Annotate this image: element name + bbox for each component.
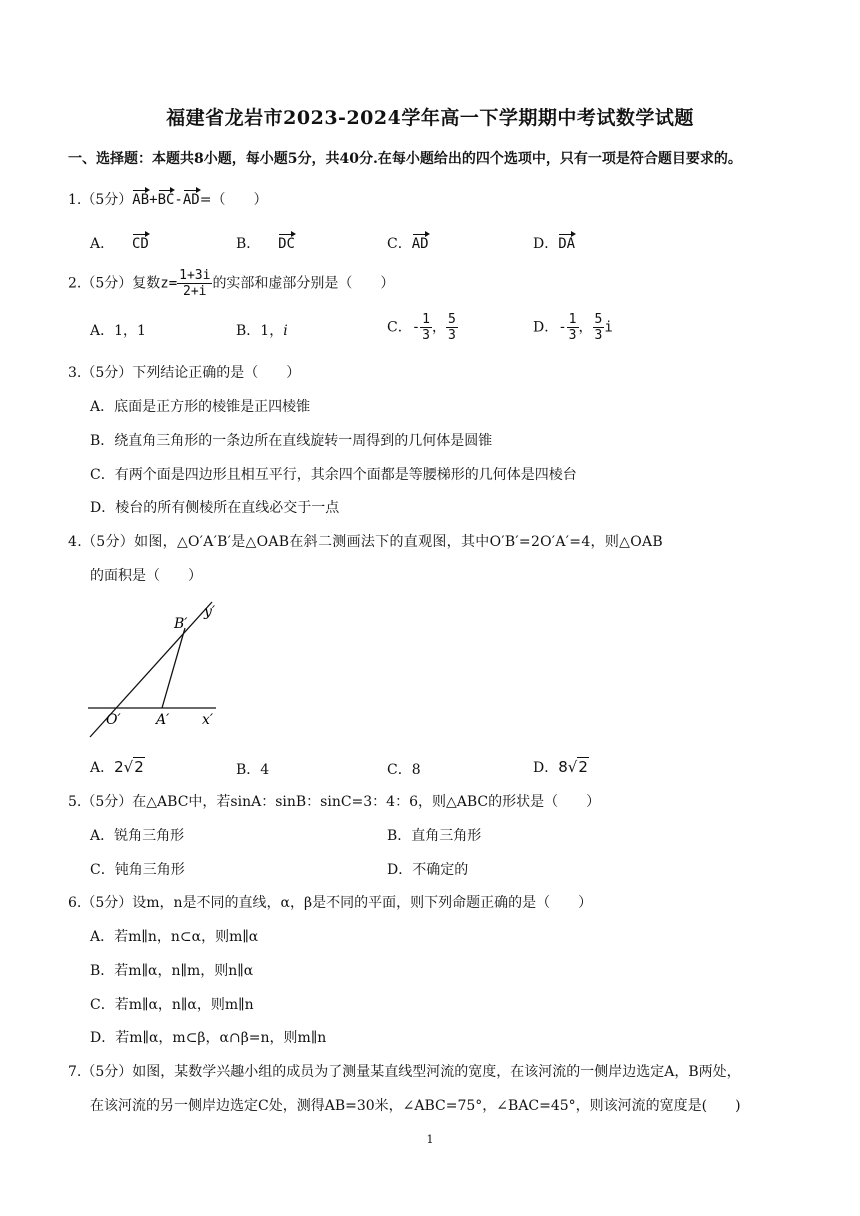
- page-title: 福建省龙岩市2023-2024学年高一下学期期中考试数学试题: [166, 107, 694, 129]
- q4-option-c[interactable]: C．8: [387, 762, 421, 778]
- q2-option-b[interactable]: B．1，i: [236, 323, 288, 339]
- vector-ad-option: AD: [412, 232, 429, 252]
- q1-prefix: 1.（5分）: [68, 192, 133, 208]
- question-7-stem-line1: 7.（5分）如图，某数学兴趣小组的成员为了测量某直线型河流的宽度，在该河流的一侧岸边选定A，B两处，: [68, 1064, 741, 1080]
- page-number: 1: [426, 1133, 434, 1146]
- q2-option-a[interactable]: A．1，1: [90, 323, 146, 339]
- q5-option-c[interactable]: C．钝角三角形: [90, 862, 185, 878]
- vector-bc: BC: [158, 188, 175, 208]
- q4-option-b[interactable]: B．4: [236, 762, 270, 778]
- q1-option-a[interactable]: A． CD: [90, 232, 149, 253]
- q1-option-d[interactable]: D．DA: [533, 232, 575, 253]
- q2-z: z=: [160, 275, 178, 292]
- q2-prefix: 2.（5分）复数: [68, 275, 161, 292]
- q5-option-a[interactable]: A．锐角三角形: [90, 828, 185, 844]
- question-2-stem: [68, 268, 394, 299]
- q1-option-b[interactable]: B． DC: [236, 232, 295, 253]
- q3-option-d[interactable]: D．棱台的所有侧棱所在直线必交于一点: [90, 500, 340, 516]
- q4-option-a[interactable]: A．2√2: [90, 758, 144, 776]
- oblique-projection-figure: [84, 594, 234, 744]
- section-heading: 一、选择题：本题共8小题，每小题5分，共40分.在每小题给出的四个选项中，只有一项是符合题目要求的。: [68, 151, 742, 167]
- q5-option-b[interactable]: B．直角三角形: [387, 828, 482, 844]
- q6-option-c[interactable]: C．若m∥α，n∥α，则m∥n: [90, 997, 254, 1013]
- question-4-stem-line1: 4.（5分）如图，△O′A′B′是△OAB在斜二测画法下的直观图，其中O′B′=2O′A′=4，则△OAB: [68, 534, 663, 550]
- q5-option-d[interactable]: D．不确定的: [387, 862, 469, 878]
- label-o: O′: [106, 712, 121, 728]
- q6-option-b[interactable]: B．若m∥α，n∥m，则n∥α: [90, 963, 254, 979]
- question-3-stem: 3.（5分）下列结论正确的是（ ）: [68, 365, 301, 381]
- vector-cd: CD: [132, 232, 149, 252]
- question-4-stem-line2: 的面积是（ ）: [90, 568, 202, 584]
- q1-op1: +: [149, 192, 158, 208]
- q1-op2: -: [174, 192, 183, 208]
- vector-da: DA: [558, 232, 575, 252]
- q1-option-c[interactable]: C．AD: [387, 232, 429, 253]
- q2-suffix: 的实部和虚部分别是（ ）: [212, 275, 395, 292]
- q3-option-c[interactable]: C．有两个面是四边形且相互平行，其余四个面都是等腰梯形的几何体是四棱台: [90, 467, 577, 483]
- vector-dc: DC: [278, 232, 295, 252]
- q2-option-c[interactable]: C．- $\frac{1}{3}$ ， $\frac{5}{3}$: [387, 312, 456, 343]
- q3-option-a[interactable]: A．底面是正方形的棱锥是正四棱锥: [90, 399, 311, 415]
- q2-option-d[interactable]: D．- $\frac{1}{3}$ ， $\frac{5}{3}$ i: [533, 312, 613, 343]
- vector-ad: AD: [183, 188, 200, 208]
- label-y: y′: [204, 604, 216, 620]
- q1-suffix: =（ ）: [199, 192, 268, 208]
- label-x: x′: [202, 712, 214, 728]
- question-6-stem: 6.（5分）设m，n是不同的直线，α，β是不同的平面，则下列命题正确的是（ ）: [68, 895, 593, 911]
- q6-option-d[interactable]: D．若m∥α，m⊂β，α∩β=n，则m∥n: [90, 1030, 327, 1046]
- q3-option-b[interactable]: B．绕直角三角形的一条边所在直线旋转一周得到的几何体是圆锥: [90, 433, 493, 449]
- question-1-stem: [68, 188, 267, 209]
- segment-a-b: [162, 628, 185, 708]
- question-5-stem: 5.（5分）在△ABC中，若sinA：sinB：sinC=3：4：6，则△ABC的形状是（ ）: [68, 794, 601, 810]
- q4-option-d[interactable]: D．8√2: [533, 758, 588, 776]
- vector-ab: AB: [132, 188, 149, 208]
- label-b: B′: [174, 616, 188, 632]
- question-7-stem-line2: 在该河流的另一侧岸边选定C处，测得AB=30米，∠ABC=75°，∠BAC=45°，则该河流的宽度是( ): [90, 1098, 741, 1114]
- label-a: A′: [156, 712, 170, 728]
- q2-fraction: $\frac{1+3i}{2+i}$: [179, 268, 211, 299]
- q6-option-a[interactable]: A．若m∥n，n⊂α，则m∥α: [90, 929, 259, 945]
